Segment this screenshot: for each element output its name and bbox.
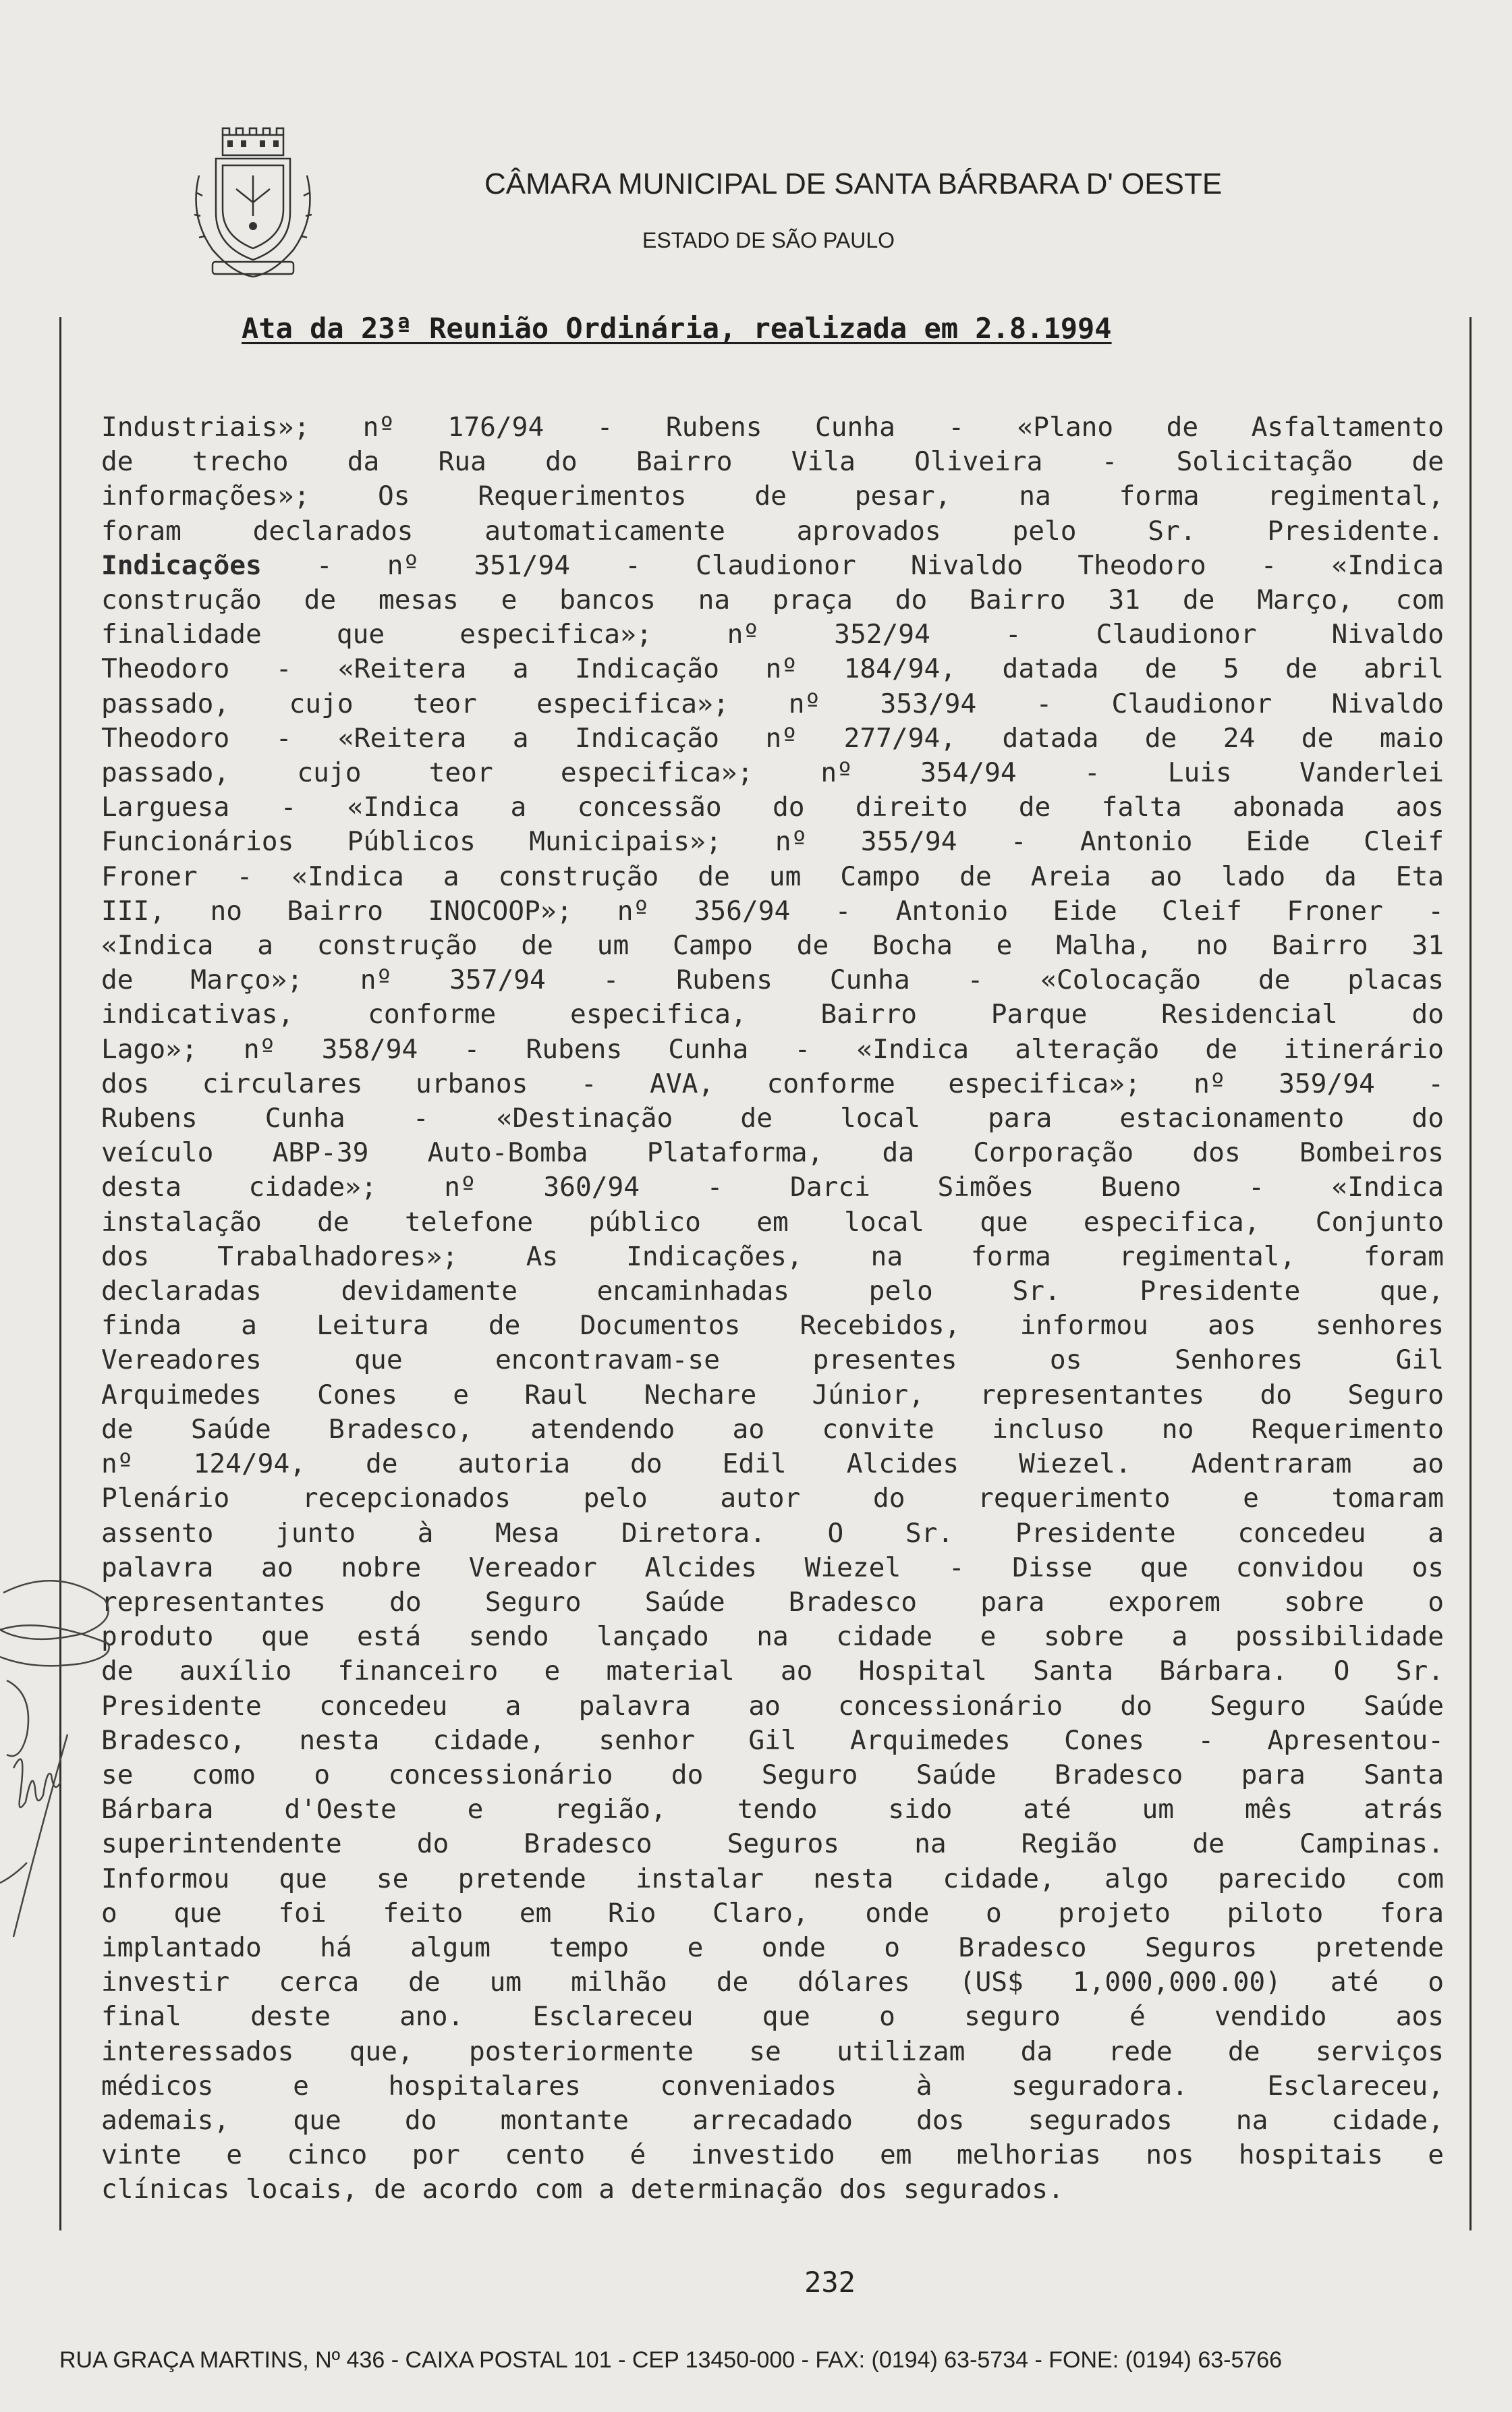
body-line: desta cidade»; nº 360/94 - Darci Simões Bueno - «Indica (101, 1172, 1444, 1203)
body-line: passado, cujo teor especifica»; nº 354/94 - Luis Vanderlei (101, 757, 1444, 789)
body-line: Rubens Cunha - «Destinação de local para estacionamento do (101, 1103, 1444, 1134)
body-line: finda a Leitura de Documentos Recebidos, informou aos senhores (101, 1310, 1444, 1342)
body-line: passado, cujo teor especifica»; nº 353/94 - Claudionor Nivaldo (101, 688, 1444, 719)
body-line: interessados que, posteriormente se utilizam da rede de serviços (101, 2035, 1444, 2067)
body-line: assento junto à Mesa Diretora. O Sr. Presidente concedeu a (101, 1517, 1444, 1549)
right-margin-rule (1469, 317, 1472, 2230)
body-line: Froner - «Indica a construção de um Campo de Areia ao lado da Eta (101, 860, 1444, 892)
body-line: Funcionários Públicos Municipais»; nº 355/94 - Antonio Eide Cleif (101, 826, 1444, 858)
body-line: final deste ano. Esclareceu que o seguro é vendido aos (101, 2001, 1444, 2033)
body-line: informações»; Os Requerimentos de pesar, na forma regimental, (101, 481, 1444, 512)
body-line: superintendente do Bradesco Seguros na Região de Campinas. (101, 1828, 1444, 1860)
body-line: Bradesco, nesta cidade, senhor Gil Arquimedes Cones - Apresentou- (101, 1724, 1444, 1756)
body-line: nº 124/94, de autoria do Edil Alcides Wiezel. Adentraram ao (101, 1448, 1444, 1480)
body-line: III, no Bairro INOCOOP»; nº 356/94 - Antonio Eide Cleif Froner - (101, 895, 1444, 927)
body-line: Larguesa - «Indica a concessão do direito de falta abonada aos (101, 792, 1444, 823)
body-line: clínicas locais, de acordo com a determinação dos segurados. (101, 2174, 1064, 2205)
body-line: declaradas devidamente encaminhadas pelo Sr. Presidente que, (101, 1276, 1444, 1307)
body-line: Theodoro - «Reitera a Indicação nº 184/94, datada de 5 de abril (101, 653, 1444, 685)
body-line: implantado há algum tempo e onde o Bradesco Seguros pretende (101, 1931, 1444, 1963)
body-line: instalação de telefone público em local que especifica, Conjunto (101, 1206, 1444, 1238)
municipal-coat-of-arms-icon (186, 121, 320, 283)
body-line: de Março»; nº 357/94 - Rubens Cunha - «Colocação de placas (101, 964, 1444, 996)
margin-signature-icon (0, 1566, 135, 1984)
page-number: 232 (804, 2266, 856, 2299)
body-line: de Saúde Bradesco, atendendo ao convite incluso no Requerimento (101, 1413, 1444, 1445)
body-line: Presidente concedeu a palavra ao concessionário do Seguro Saúde (101, 1690, 1444, 1722)
body-line-indicacoes (101, 549, 1444, 583)
body-line: Plenário recepcionados pelo autor do requerimento e tomaram (101, 1483, 1444, 1514)
body-line: se como o concessionário do Seguro Saúde Bradesco para Santa (101, 1759, 1444, 1790)
body-line: Vereadores que encontravam-se presentes os Senhores Gil (101, 1344, 1444, 1376)
body-line: palavra ao nobre Vereador Alcides Wiezel - Disse que convidou os (101, 1552, 1444, 1583)
body-line: Industriais»; nº 176/94 - Rubens Cunha - «Plano de Asfaltamento (101, 412, 1444, 443)
body-line: construção de mesas e bancos na praça do Bairro 31 de Março, com (101, 584, 1444, 616)
body-line: finalidade que especifica»; nº 352/94 - Claudionor Nivaldo (101, 619, 1444, 651)
body-line: produto que está sendo lançado na cidade e sobre a possibilidade (101, 1621, 1444, 1653)
body-line: investir cerca de um milhão de dólares (US$ 1,000,000.00) até o (101, 1967, 1444, 1998)
footer-address: RUA GRAÇA MARTINS, Nº 436 - CAIXA POSTAL 101 - CEP 13450-000 - FAX: (0194) 63-5734 - FONE: (0194) 63-5766 (59, 2347, 1283, 2373)
body-line: dos circulares urbanos - AVA, conforme especifica»; nº 359/94 - (101, 1068, 1444, 1099)
body-line: o que foi feito em Rio Claro, onde o projeto piloto fora (101, 1897, 1444, 1929)
body-line: ademais, que do montante arrecadado dos segurados na cidade, (101, 2104, 1444, 2136)
body-line: dos Trabalhadores»; As Indicações, na forma regimental, foram (101, 1240, 1444, 1272)
body-line-rest: - nº 351/94 - Claudionor Nivaldo Theodoro - «Indica (316, 549, 1444, 581)
body-line: médicos e hospitalares conveniados à seguradora. Esclareceu, (101, 2070, 1444, 2102)
minutes-body (101, 410, 1444, 2208)
body-line: «Indica a construção de um Campo de Bocha e Malha, no Bairro 31 (101, 930, 1444, 962)
body-line: foram declarados automaticamente aprovados pelo Sr. Presidente. (101, 515, 1444, 547)
indicacoes-heading: Indicações (101, 549, 262, 581)
body-line: de auxílio financeiro e material ao Hospital Santa Bárbara. O Sr. (101, 1655, 1444, 1687)
minutes-title: Ata da 23ª Reunião Ordinária, realizada em 2.8.1994 (242, 312, 1112, 345)
institution-name: CÂMARA MUNICIPAL DE SANTA BÁRBARA D' OESTE (484, 167, 1223, 200)
state-name: ESTADO DE SÃO PAULO (642, 228, 895, 252)
body-line: Theodoro - «Reitera a Indicação nº 277/94, datada de 24 de maio (101, 722, 1444, 754)
body-line: indicativas, conforme especifica, Bairro Parque Residencial do (101, 999, 1444, 1031)
body-line: Informou que se pretende instalar nesta cidade, algo parecido com (101, 1863, 1444, 1894)
body-line: veículo ABP-39 Auto-Bomba Plataforma, da Corporação dos Bombeiros (101, 1137, 1444, 1169)
body-line: Arquimedes Cones e Raul Nechare Júnior, representantes do Seguro (101, 1379, 1444, 1410)
body-line: vinte e cinco por cento é investido em melhorias nos hospitais e (101, 2139, 1444, 2171)
body-line: representantes do Seguro Saúde Bradesco para exporem sobre o (101, 1586, 1444, 1618)
body-line: Bárbara d'Oeste e região, tendo sido até um mês atrás (101, 1794, 1444, 1826)
body-line: de trecho da Rua do Bairro Vila Oliveira - Solicitação de (101, 446, 1444, 478)
body-line: Lago»; nº 358/94 - Rubens Cunha - «Indica alteração de itinerário (101, 1033, 1444, 1065)
